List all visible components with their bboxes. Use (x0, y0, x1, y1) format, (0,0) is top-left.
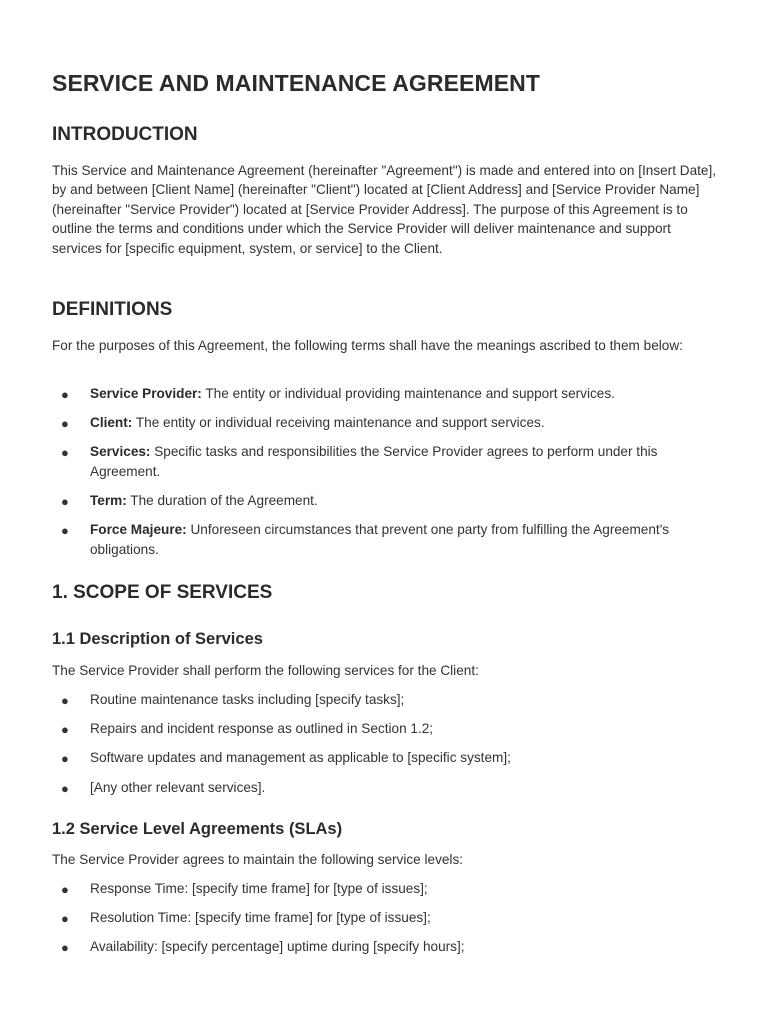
list-item-text: Response Time: [specify time frame] for [type of issues]; (90, 881, 428, 896)
services-list (52, 690, 722, 807)
definition-term: Service Provider: (90, 386, 202, 401)
bullet-icon: ● (61, 751, 69, 767)
definition-item (52, 413, 722, 432)
list-item-text: Repairs and incident response as outlined in Section 1.2; (90, 721, 434, 737)
definition-text: The entity or individual providing maintenance and support services. (201, 386, 615, 401)
definitions-intro: For the purposes of this Agreement, the following terms shall have the meanings ascribed to them below: (52, 338, 683, 353)
bullet-icon: ● (61, 445, 69, 461)
definition-term: Force Majeure: (90, 522, 187, 538)
list-item-text: Routine maintenance tasks including [specify tasks]; (90, 692, 405, 707)
sla-subheading: 1.2 Service Level Agreements (SLAs) (52, 820, 343, 838)
sla-intro: The Service Provider agrees to maintain the following service levels: (52, 852, 464, 867)
description-intro: The Service Provider shall perform the following services for the Client: (52, 663, 479, 678)
list-item (52, 879, 722, 898)
bullet-icon: ● (61, 523, 69, 539)
definition-term: Services: (90, 444, 151, 460)
bullet-icon: ● (61, 693, 69, 708)
definitions-list (52, 384, 722, 569)
bullet-icon: ● (61, 722, 69, 738)
bullet-icon: ● (61, 494, 69, 510)
definition-term: Term: (90, 493, 127, 509)
sla-list (52, 879, 722, 967)
list-item-text: Resolution Time: [specify time frame] for [type of issues]; (90, 910, 431, 926)
list-item-text: [Any other relevant services]. (90, 779, 266, 795)
list-item-text: Software updates and management as applicable to [specific system]; (90, 750, 511, 766)
bullet-icon: ● (61, 780, 69, 796)
definition-term: Client: (90, 415, 133, 431)
list-item (52, 937, 722, 956)
definition-item (52, 384, 722, 403)
bullet-icon: ● (61, 387, 69, 402)
definition-text: The entity or individual receiving maintenance and support services. (132, 415, 545, 431)
list-item (52, 778, 722, 797)
definition-text: Specific tasks and responsibilities the Service Provider agrees to perform under this Agreement. (90, 444, 658, 479)
document-title: SERVICE AND MAINTENANCE AGREEMENT (52, 70, 541, 96)
bullet-icon: ● (61, 882, 69, 897)
definition-item (52, 520, 722, 559)
list-item (52, 690, 722, 709)
definition-item (52, 442, 722, 481)
list-item-text: Availability: [specify percentage] uptime during [specify hours]; (90, 939, 465, 955)
definition-text: Unforeseen circumstances that prevent one party from fulfilling the Agreement's obligations. (90, 522, 670, 557)
introduction-heading: INTRODUCTION (52, 124, 198, 145)
introduction-paragraph: This Service and Maintenance Agreement (hereinafter "Agreement") is made and entered into on [Insert Date], by and between [Client Name] (hereinafter "Client") located at [Client Address] and [Service Provider Name] (hereinafter "Service Provider") located at [Service Provider Address]. The purpose of this Agreement is to outline the terms and conditions under which the Service Provider will deliver maintenance and support services for [specific equipment, system, or service] to the Client. (52, 163, 717, 256)
bullet-icon: ● (61, 416, 69, 432)
description-subheading: 1.1 Description of Services (52, 630, 263, 648)
list-item (52, 748, 722, 767)
bullet-icon: ● (61, 940, 69, 956)
scope-heading: 1. SCOPE OF SERVICES (52, 582, 273, 603)
list-item (52, 719, 722, 738)
definition-item (52, 491, 722, 510)
list-item (52, 908, 722, 927)
bullet-icon: ● (61, 911, 69, 927)
definition-text: The duration of the Agreement. (126, 493, 318, 509)
definitions-heading: DEFINITIONS (52, 299, 173, 320)
